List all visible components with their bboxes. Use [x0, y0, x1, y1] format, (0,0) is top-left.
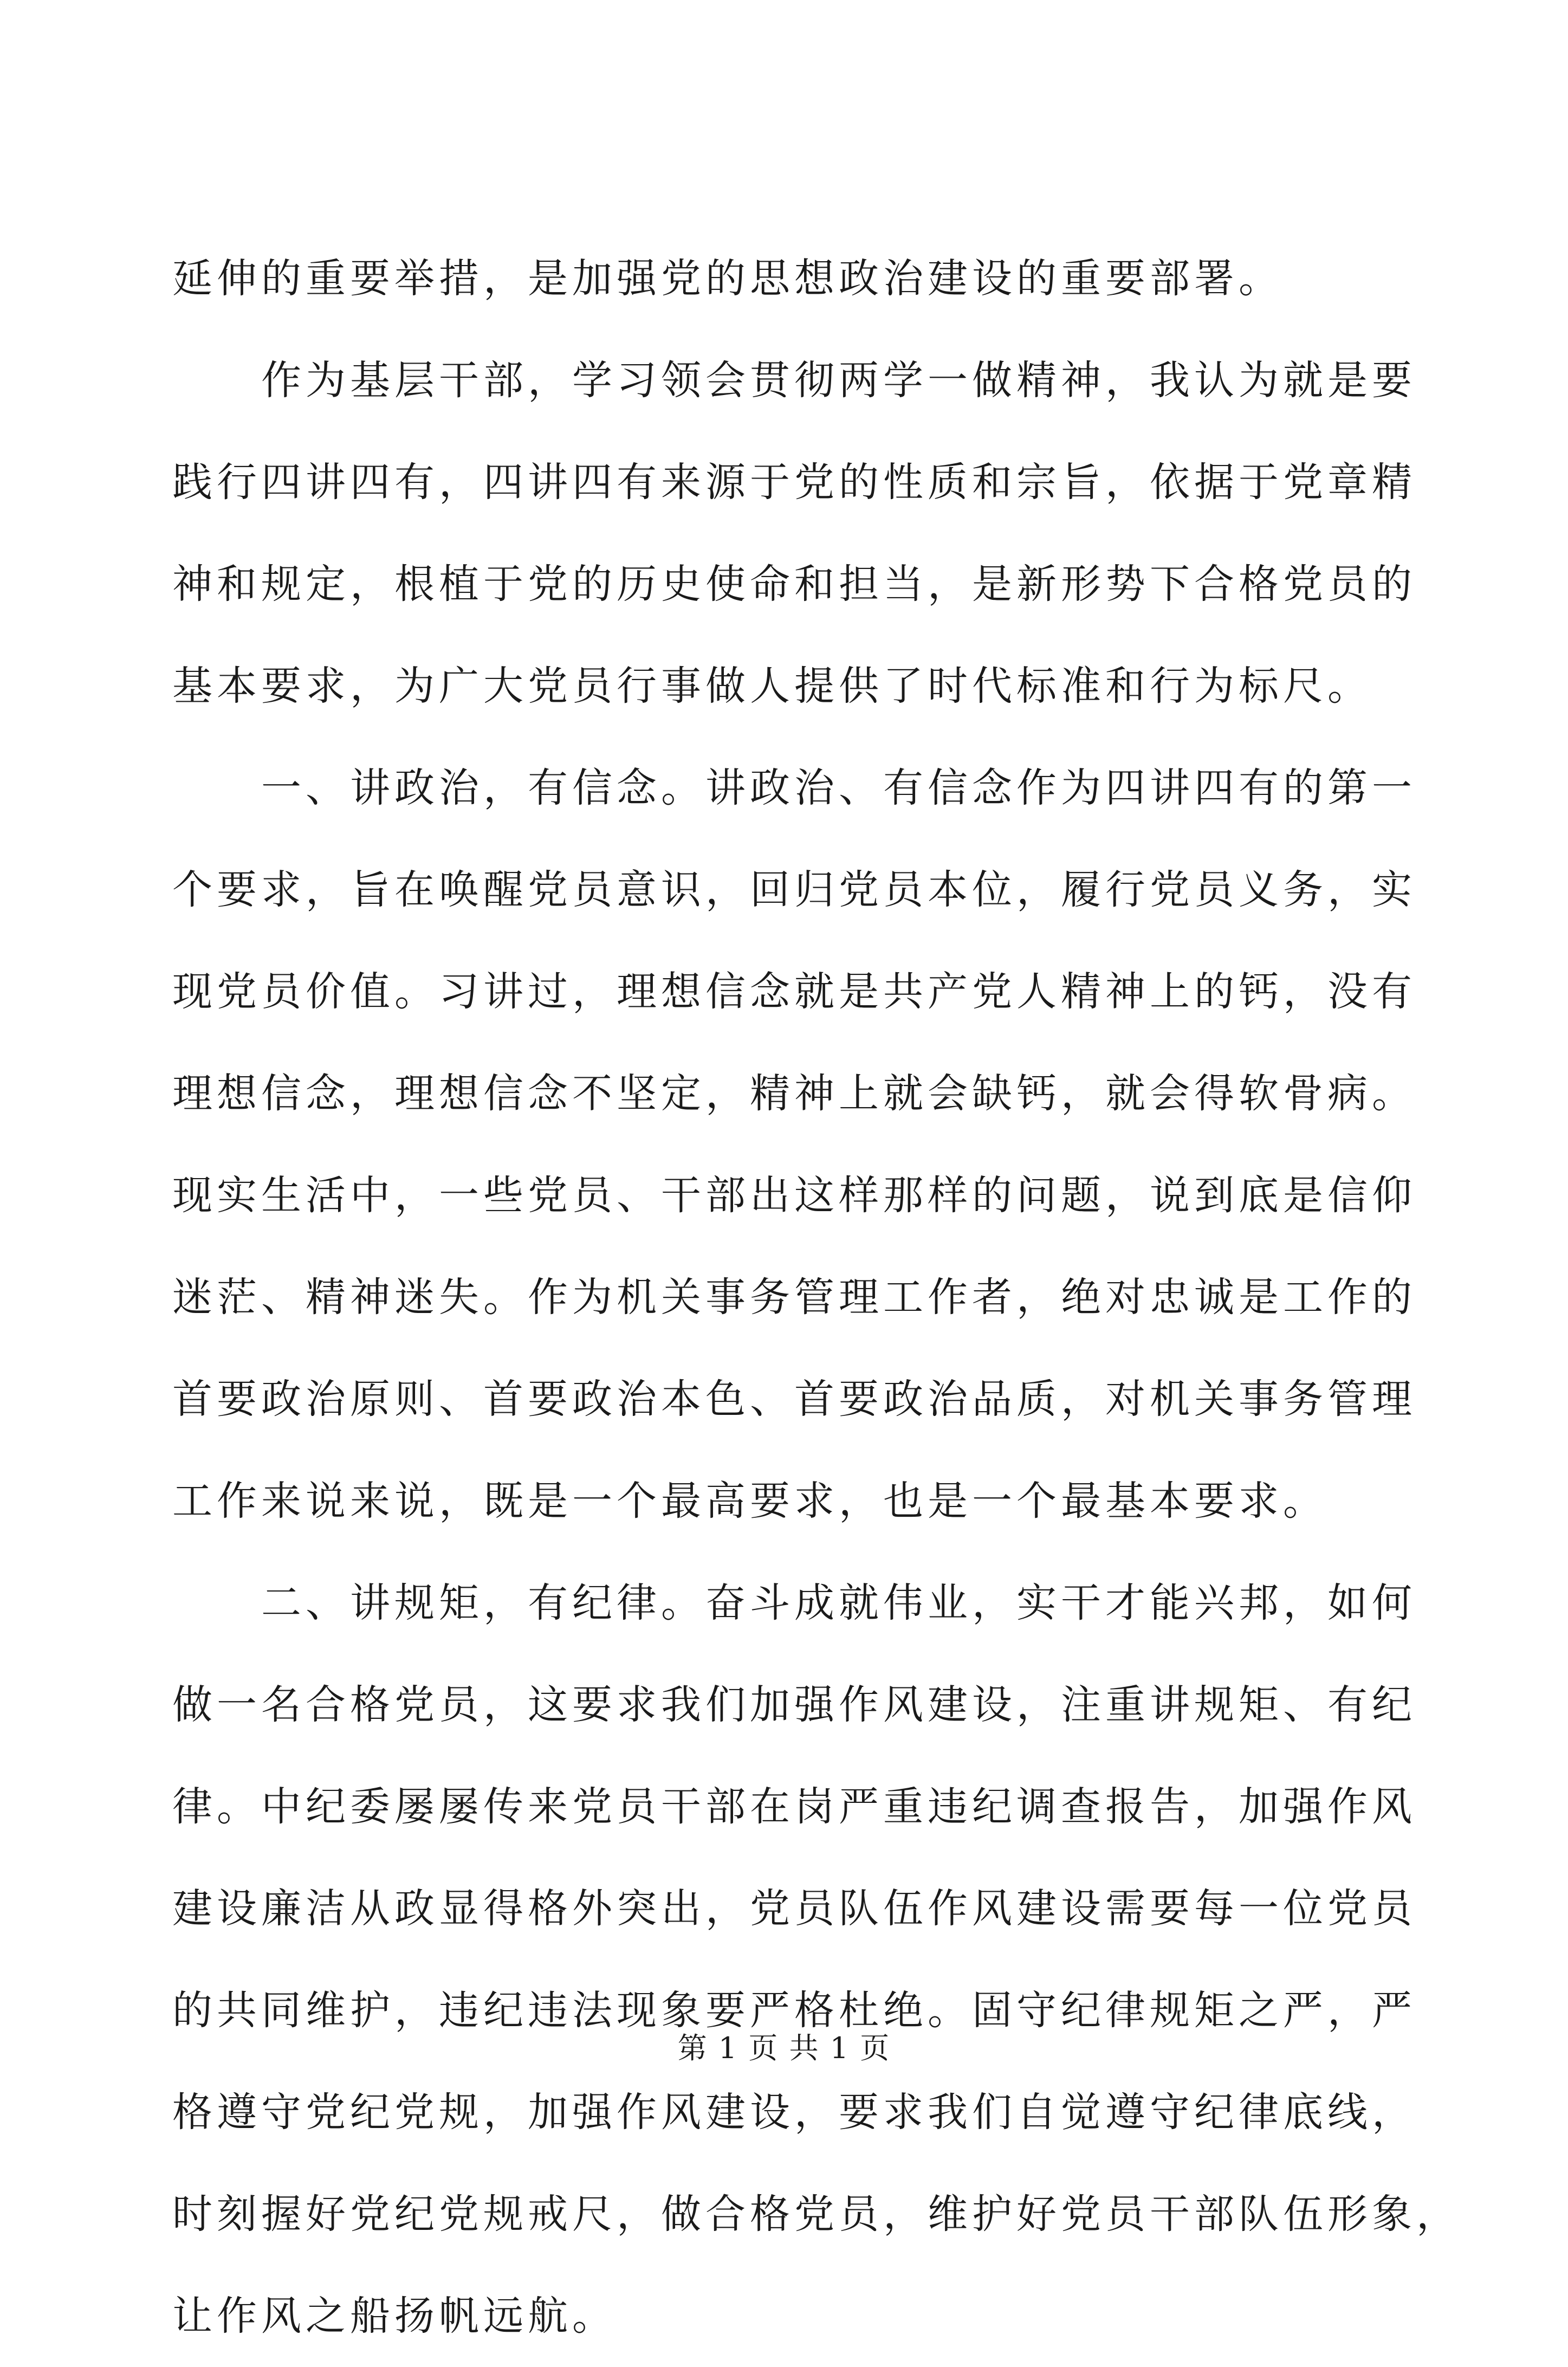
text-line: 迷茫、精神迷失。作为机关事务管理工作者，绝对忠诚是工作的 — [172, 1274, 1416, 1321]
text-line: 工作来说来说，既是一个最高要求，也是一个最基本要求。 — [172, 1478, 1327, 1524]
text-line: 律。中纪委屡屡传来党员干部在岗严重违纪调查报告，加强作风 — [172, 1783, 1416, 1830]
text-line: 二、讲规矩，有纪律。奋斗成就伟业，实干才能兴邦，如何 — [172, 1580, 1416, 1626]
text-line: 神和规定，根植于党的历史使命和担当，是新形势下合格党员的 — [172, 561, 1416, 607]
text-line: 的共同维护，违纪违法现象要严格杜绝。固守纪律规矩之严，严 — [172, 1987, 1416, 2034]
text-line: 现党员价值。习讲过，理想信念就是共产党人精神上的钙，没有 — [172, 968, 1416, 1015]
text-line: 延伸的重要举措，是加强党的思想政治建设的重要部署。 — [172, 255, 1283, 302]
text-line: 基本要求，为广大党员行事做人提供了时代标准和行为标尺。 — [172, 663, 1372, 709]
text-line: 现实生活中，一些党员、干部出这样那样的问题，说到底是信仰 — [172, 1172, 1416, 1219]
text-line: 一、讲政治，有信念。讲政治、有信念作为四讲四有的第一 — [172, 765, 1416, 811]
text-line: 践行四讲四有，四讲四有来源于党的性质和宗旨，依据于党章精 — [172, 459, 1416, 506]
text-line: 时刻握好党纪党规戒尺，做合格党员，维护好党员干部队伍形象， — [172, 2191, 1461, 2237]
text-line: 建设廉洁从政显得格外突出，党员队伍作风建设需要每一位党员 — [172, 1885, 1416, 1932]
text-line: 做一名合格党员，这要求我们加强作风建设，注重讲规矩、有纪 — [172, 1682, 1416, 1728]
text-line: 个要求，旨在唤醒党员意识，回归党员本位，履行党员义务，实 — [172, 866, 1416, 913]
text-line: 让作风之船扬帆远航。 — [172, 2293, 617, 2339]
text-line: 首要政治原则、首要政治本色、首要政治品质，对机关事务管理 — [172, 1376, 1416, 1422]
page-footer — [0, 2027, 1568, 2070]
text-line: 作为基层干部，学习领会贯彻两学一做精神，我认为就是要 — [172, 357, 1416, 404]
page-number-label: 第 1 页 共 1 页 — [677, 2031, 891, 2065]
text-line: 格遵守党纪党规，加强作风建设，要求我们自觉遵守纪律底线， — [172, 2089, 1416, 2136]
text-line: 理想信念，理想信念不坚定，精神上就会缺钙，就会得软骨病。 — [172, 1070, 1416, 1117]
